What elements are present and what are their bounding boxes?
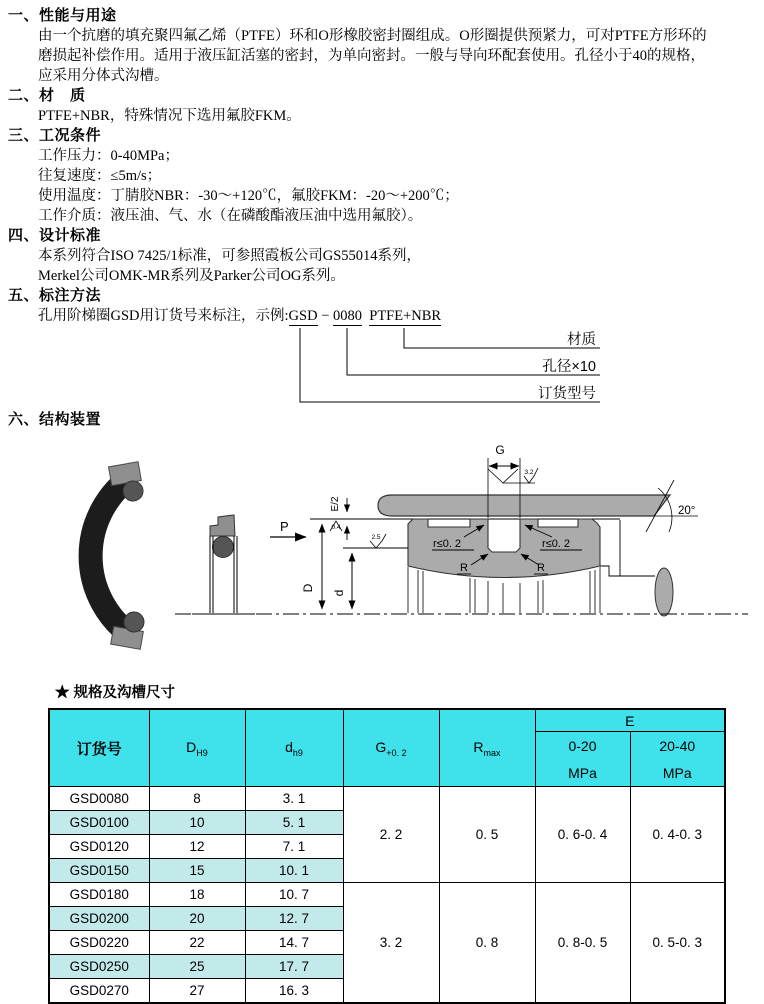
cell-E2-group2: 0. 5-0. 3 (630, 883, 725, 1004)
seal-cross-section (192, 515, 255, 614)
cell-D: 10 (149, 811, 245, 835)
section-heading (8, 226, 764, 246)
dimension-d (332, 548, 408, 609)
section-number: 二、 (8, 87, 40, 104)
section-material (0, 86, 764, 126)
structure-diagram (40, 438, 764, 673)
table-title: ★ 规格及沟槽尺寸 (55, 685, 176, 701)
order-code-dash: − (321, 308, 330, 324)
cell-d: 16. 3 (245, 979, 343, 1004)
radius-right-label: R (537, 562, 545, 574)
body-text: 使用温度：丁腈胶NBR：-30～+120℃，氟胶FKM：-20～+200℃； (38, 188, 459, 204)
cell-d: 17. 7 (245, 955, 343, 979)
ordering-code-leader-lines (0, 328, 620, 410)
cell-E2-group1: 0. 4-0. 3 (630, 787, 725, 883)
cell-G-group2: 3. 2 (343, 883, 439, 1004)
cell-D: 22 (149, 931, 245, 955)
cell-d: 7. 1 (245, 835, 343, 859)
col-header-d-main: d (285, 738, 293, 755)
body-text: 往复速度：≤5m/s； (38, 168, 162, 184)
cell-d: 10. 7 (245, 883, 343, 907)
section-marking (0, 286, 764, 410)
radius-left-label: R (460, 562, 468, 574)
o-ring-end-bottom (124, 612, 144, 632)
col-header-d-sub: h9 (292, 747, 303, 758)
e2-range: 20-40 (659, 737, 696, 754)
section-number: 一、 (8, 7, 40, 24)
body-text: 由一个抗磨的填充聚四氟乙烯（PTFE）环和O形橡胶密封圈组成。O形圈提供预紧力，可对PTFE方形环的 (38, 28, 707, 44)
cell-D: 25 (149, 955, 245, 979)
r-max-right-label: r≤0. 2 (542, 538, 571, 550)
roughness-bottom-label: 2.5 (371, 534, 381, 541)
dimension-E-half (330, 496, 347, 540)
section-title: 工况条件 (39, 127, 102, 144)
col-header-Rmax (439, 709, 535, 787)
cell-d: 10. 1 (245, 859, 343, 883)
cell-order-no: GSD0200 (49, 907, 149, 931)
e1-unit: MPa (568, 764, 597, 781)
section-standards (0, 226, 764, 286)
legend-model-label: 订货型号 (538, 386, 596, 402)
col-header-D (149, 709, 245, 787)
e2-unit: MPa (662, 764, 692, 781)
body-text: PTFE+NBR，特殊情况下选用氟胶FKM。 (38, 108, 301, 124)
section-heading (8, 86, 764, 106)
dim-d-label: d (332, 589, 346, 597)
dim-G-label: G (495, 443, 505, 457)
cell-Rmax-group1: 0. 5 (439, 787, 535, 883)
col-header-order-no: 订货号 (49, 709, 149, 787)
section-title: 性能与用途 (39, 7, 117, 24)
ordering-code-legend (0, 326, 764, 410)
col-header-G (343, 709, 439, 787)
section-heading (8, 286, 764, 306)
order-code-material: PTFE+NBR (369, 308, 442, 324)
cell-D: 18 (149, 883, 245, 907)
seal-3d-view (91, 462, 144, 650)
cell-d: 12. 7 (245, 907, 343, 931)
legend-bore-label: 孔径×10 (542, 359, 596, 375)
col-header-D-sub: H9 (196, 747, 208, 758)
order-code-prefix: GSD (288, 308, 318, 324)
ordering-example-line (38, 306, 764, 326)
o-ring-end-top (123, 481, 143, 501)
ptfe-cap-profile (210, 515, 235, 536)
table-row (49, 787, 725, 811)
section-structure (0, 410, 764, 430)
col-header-d (245, 709, 343, 787)
cell-E1-group1: 0. 6-0. 4 (535, 787, 630, 883)
roughness-bore-label: 0.4 (331, 524, 341, 531)
body-text: 工作介质：液压油、气、水（在磷酸酯液压油中选用氟胶）。 (38, 208, 423, 224)
groove-assembly-drawing (301, 443, 698, 616)
o-ring-profile (213, 537, 234, 558)
col-header-G-main: G (375, 738, 387, 755)
cell-order-no: GSD0180 (49, 883, 149, 907)
section-number: 四、 (8, 227, 40, 244)
body-text: 工作压力：0-40MPa； (38, 148, 179, 164)
col-header-E-0-20 (535, 732, 630, 787)
section-conditions (0, 126, 764, 226)
pressure-direction (270, 519, 306, 537)
seal-structure-drawing (40, 438, 764, 668)
cell-Rmax-group2: 0. 8 (439, 883, 535, 1004)
cell-order-no: GSD0150 (49, 859, 149, 883)
section-title: 结构装置 (39, 411, 102, 428)
section-heading (8, 126, 764, 146)
cell-G-group1: 2. 2 (343, 787, 439, 883)
chamfer-angle-label: 20° (678, 505, 696, 517)
section-number: 五、 (8, 287, 40, 304)
cell-order-no: GSD0250 (49, 955, 149, 979)
e1-range: 0-20 (568, 737, 597, 754)
spec-table (48, 708, 726, 1004)
header-row (49, 709, 725, 732)
cell-order-no: GSD0120 (49, 835, 149, 859)
section-title: 材 质 (39, 87, 86, 104)
section-title: 标注方法 (39, 287, 102, 304)
cell-D: 20 (149, 907, 245, 931)
r-max-left-label: r≤0. 2 (433, 538, 462, 550)
cell-E1-group2: 0. 8-0. 5 (535, 883, 630, 1004)
section-heading (8, 6, 764, 26)
body-text: Merkel公司OMK-MR系列及Parker公司OG系列。 (38, 268, 345, 284)
body-text: 磨损起补偿作用。适用于液压缸活塞的密封，为单向密封。一般与导向环配套使用。孔径小于40的规格， (38, 48, 705, 64)
cell-d: 14. 7 (245, 931, 343, 955)
cell-D: 15 (149, 859, 245, 883)
section-title: 设计标准 (39, 227, 102, 244)
cell-order-no: GSD0100 (49, 811, 149, 835)
col-header-R-main: R (473, 738, 484, 755)
cylinder-bar (378, 495, 670, 516)
col-header-D-main: D (186, 738, 197, 755)
cell-order-no: GSD0270 (49, 979, 149, 1004)
section-number: 六、 (8, 411, 40, 428)
section-number: 三、 (8, 127, 40, 144)
rod-end (655, 568, 673, 616)
body-text: 应采用分体式沟槽。 (38, 68, 169, 84)
section-performance (0, 0, 764, 86)
cell-D: 8 (149, 787, 245, 811)
col-header-R-sub: max (483, 747, 501, 758)
dim-D-label: D (301, 583, 315, 593)
body-text: 孔用阶梯圈GSD用订货号来标注，示例: (38, 308, 289, 324)
legend-material-label: 材质 (567, 332, 596, 348)
order-code-size: 0080 (333, 308, 362, 324)
body-text: 本系列符合ISO 7425/1标准，可参照霞板公司GS55014系列， (38, 248, 422, 264)
roughness-side-label: 3.2 (524, 469, 534, 476)
cell-order-no: GSD0220 (49, 931, 149, 955)
cell-D: 12 (149, 835, 245, 859)
section-heading (8, 410, 764, 430)
clearance-label: E/2 (330, 496, 341, 512)
cell-d: 5. 1 (245, 811, 343, 835)
col-header-E: E (535, 709, 725, 732)
col-header-G-sub: +0. 2 (386, 747, 407, 758)
col-header-E-20-40 (630, 732, 725, 787)
pressure-label: P (280, 519, 289, 534)
cell-D: 27 (149, 979, 245, 1004)
cell-order-no: GSD0080 (49, 787, 149, 811)
cell-d: 3. 1 (245, 787, 343, 811)
table-row (49, 883, 725, 907)
